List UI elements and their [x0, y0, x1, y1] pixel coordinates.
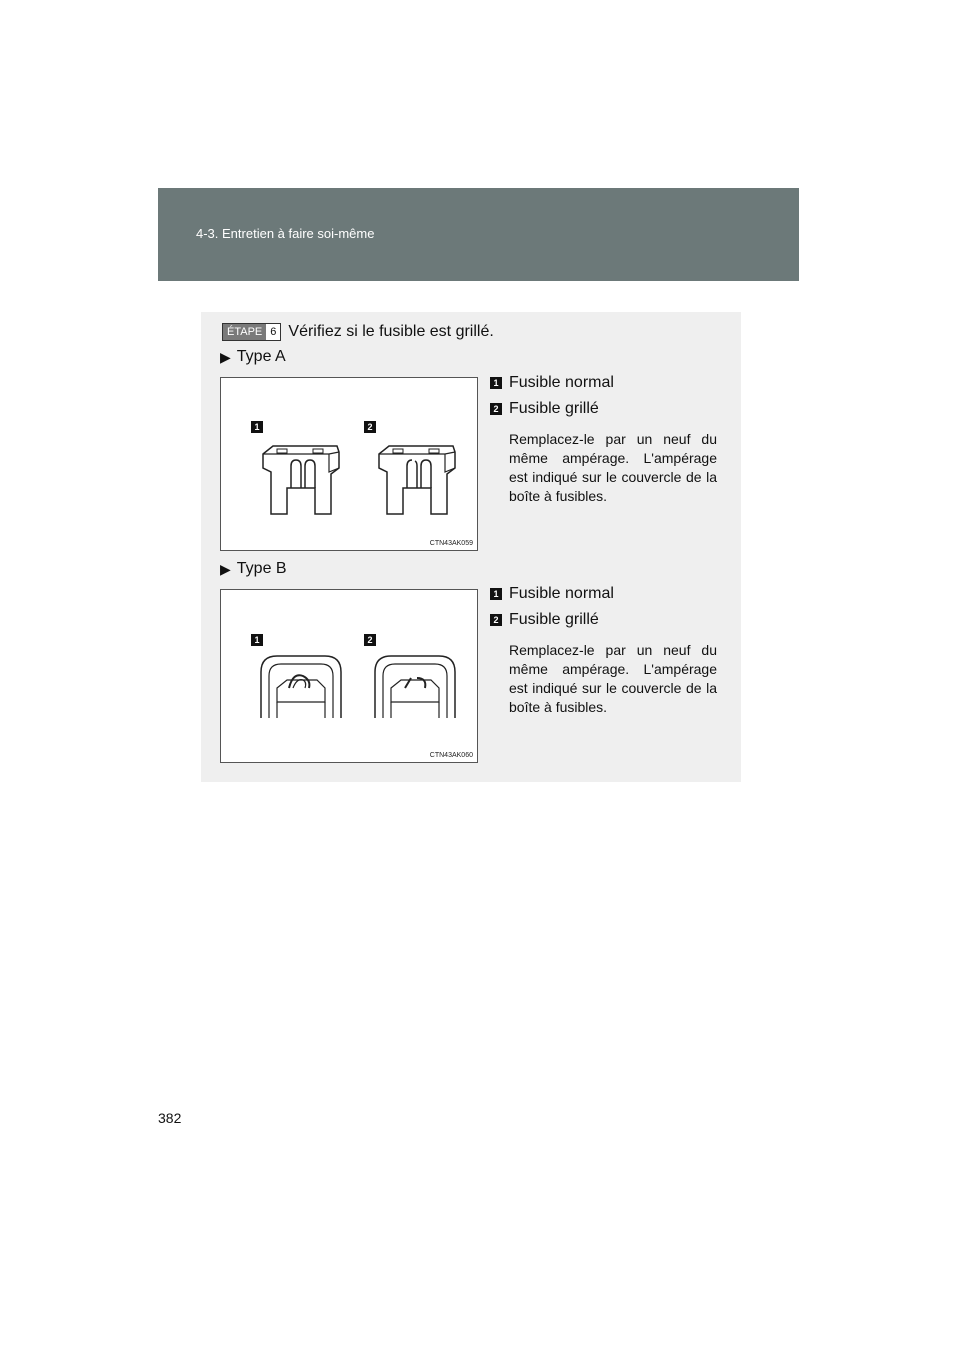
type-a-heading-text: Type A — [236, 348, 286, 365]
type-a-heading — [220, 348, 286, 366]
figure-type-b — [220, 589, 478, 763]
fuse-normal-b-icon — [257, 652, 345, 718]
legend-text: Fusible normal — [509, 374, 614, 391]
figure-callout-1: 1 — [251, 421, 263, 433]
step-badge-number: 6 — [270, 326, 277, 338]
fuse-normal-a-icon — [259, 444, 343, 518]
triangle-right-icon: ▶ — [220, 560, 231, 577]
figure-type-a — [220, 377, 478, 551]
legend-text: Fusible normal — [509, 585, 614, 602]
step-text: Vérifiez si le fusible est grillé. — [288, 323, 494, 340]
figure-code: CTN43AK059 — [429, 540, 473, 547]
triangle-right-icon: ▶ — [220, 348, 231, 365]
figure-code: CTN43AK060 — [429, 752, 473, 759]
legend-text: Fusible grillé — [509, 611, 599, 628]
type-b-heading-text: Type B — [236, 560, 287, 577]
legend-item-normal — [490, 374, 614, 392]
step-badge-label: ÉTAPE — [223, 324, 266, 340]
replacement-note: Remplacez-le par un neuf du même ampérage. L'ampérage est indiqué sur le couvercle de la boîte à fusibles. — [509, 642, 717, 715]
type-b-heading — [220, 560, 287, 578]
figure-callout-1: 1 — [251, 634, 263, 646]
legend-number: 2 — [490, 403, 502, 415]
section-title: 4-3. Entretien à faire soi-même — [196, 226, 375, 241]
step-badge — [222, 323, 281, 341]
fuse-blown-a-icon — [375, 444, 459, 518]
legend-text: Fusible grillé — [509, 400, 599, 417]
fuse-blown-b-icon — [371, 652, 459, 718]
legend-item-blown — [490, 400, 599, 418]
replacement-note: Remplacez-le par un neuf du même ampérage. L'ampérage est indiqué sur le couvercle de la boîte à fusibles. — [509, 431, 717, 504]
legend-number: 1 — [490, 377, 502, 389]
figure-callout-2: 2 — [364, 421, 376, 433]
figure-callout-2: 2 — [364, 634, 376, 646]
legend-number: 2 — [490, 614, 502, 626]
legend-number: 1 — [490, 588, 502, 600]
legend-item-normal — [490, 585, 614, 603]
legend-item-blown — [490, 611, 599, 629]
step-instruction — [222, 323, 494, 341]
page-number: 382 — [158, 1110, 182, 1126]
